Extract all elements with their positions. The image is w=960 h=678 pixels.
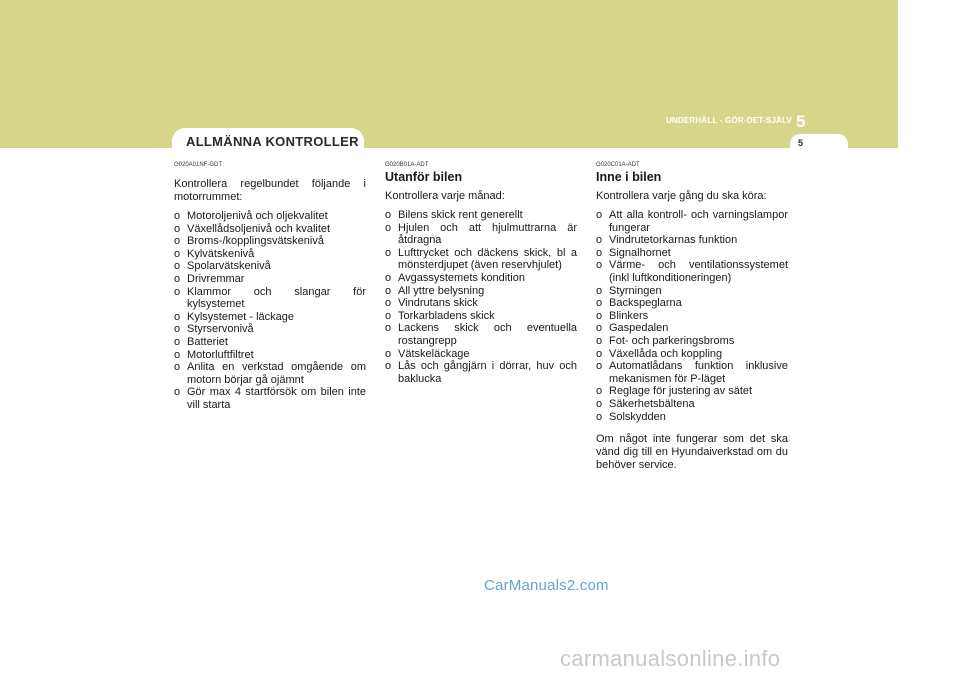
list-item: o Batteriet — [174, 335, 228, 348]
list-item: o Hjulen och att hjulmuttrarna är åtdragna — [385, 221, 577, 247]
page-number: 5 — [798, 138, 804, 148]
list-item: o Att alla kontroll- och varningslampor fungerar — [596, 209, 788, 234]
section-heading: Utanför bilen — [385, 170, 463, 184]
chapter-number: 5 — [796, 112, 806, 131]
list-item: o Torkarbladens skick — [385, 309, 495, 322]
section-intro: Kontrollera varje gång du ska köra: — [596, 190, 767, 202]
list-item: o Lås och gångjärn i dörrar, huv och baklucka — [385, 360, 577, 385]
list-item: o Signalhornet — [596, 246, 671, 259]
list-item: o Avgassystemets kondition — [385, 271, 525, 284]
section-code: G020B01A-ADT — [385, 162, 429, 168]
section-title: ALLMÄNNA KONTROLLER — [186, 134, 359, 149]
list-item: o Gör max 4 startförsök om bilen inte vill starta — [174, 386, 366, 411]
list-item: o Blinkers — [596, 309, 649, 322]
column-outside-car — [385, 162, 577, 385]
list-item: o Gaspedalen — [596, 322, 669, 335]
section-intro: Kontrollera regelbundet följande i motorrummet: — [174, 178, 366, 203]
list-item: o Motoroljenivå och oljekvalitet — [174, 210, 328, 222]
watermark-carmanuals: CarManuals2.com — [484, 577, 609, 594]
list-item: o Kylsystemet - läckage — [174, 310, 294, 323]
list-item: o Anlita en verkstad omgående om motorn börjar gå ojämnt — [174, 361, 366, 386]
list-item: o Vätskeläckage — [385, 347, 470, 360]
list-item: o Växellådsoljenivå och kvalitet — [174, 222, 331, 235]
list-item: o Broms-/kopplingsvätskenivå — [174, 235, 324, 248]
list-item: o Värme- och ventilationssystemet (inkl luftkonditioneringen) — [596, 259, 788, 284]
chapter-title: UNDERHÅLL - GÖR-DET-SJÄLV — [665, 116, 792, 125]
watermark-online: carmanualsonline.info — [560, 646, 781, 671]
list-item: o Lufttrycket och däckens skick, bl a mönsterdjupet (även reservhjulet) — [385, 246, 577, 272]
checklist — [385, 209, 577, 385]
list-item: o All yttre belysning — [385, 284, 485, 297]
list-item: o Automatlådans funktion inklusive mekanismen för P-läget — [596, 360, 788, 385]
header-band — [0, 0, 898, 148]
list-item: o Kylvätskenivå — [174, 247, 255, 260]
section-heading: Inne i bilen — [596, 170, 662, 184]
list-item: o Vindrutetorkarnas funktion — [596, 234, 738, 247]
list-item: o Styrningen — [596, 284, 662, 297]
section-code: G020A01NF-GDT — [174, 162, 223, 168]
list-item: o Backspeglarna — [596, 297, 682, 310]
column-engine-bay — [174, 162, 366, 412]
list-item: o Växellåda och koppling — [596, 347, 723, 360]
list-item: o Säkerhetsbältena — [596, 397, 695, 410]
list-item: o Reglage för justering av sätet — [596, 385, 753, 398]
list-item: o Styrservonivå — [174, 323, 254, 336]
section-code: G020C01A-ADT — [596, 162, 640, 168]
column-inside-car — [596, 162, 788, 478]
list-item: o Spolarvätskenivå — [174, 260, 271, 273]
list-item: o Lackens skick och eventuella rostangrepp — [385, 322, 577, 347]
checklist — [174, 210, 366, 412]
list-item: o Fot- och parkeringsbroms — [596, 334, 735, 347]
list-item: o Drivremmar — [174, 272, 245, 285]
section-outro: Om något inte fungerar som det ska vänd dig till en Hyundaiverkstad om du behöver service. — [596, 433, 788, 472]
list-item: o Bilens skick rent generellt — [385, 209, 523, 221]
list-item: o Klammor och slangar för kylsystemet — [174, 285, 366, 311]
list-item: o Motorluftfiltret — [174, 348, 254, 361]
section-intro: Kontrollera varje månad: — [385, 190, 505, 202]
list-item: o Vindrutans skick — [385, 297, 478, 310]
checklist — [596, 209, 788, 423]
list-item: o Solskydden — [596, 410, 666, 423]
